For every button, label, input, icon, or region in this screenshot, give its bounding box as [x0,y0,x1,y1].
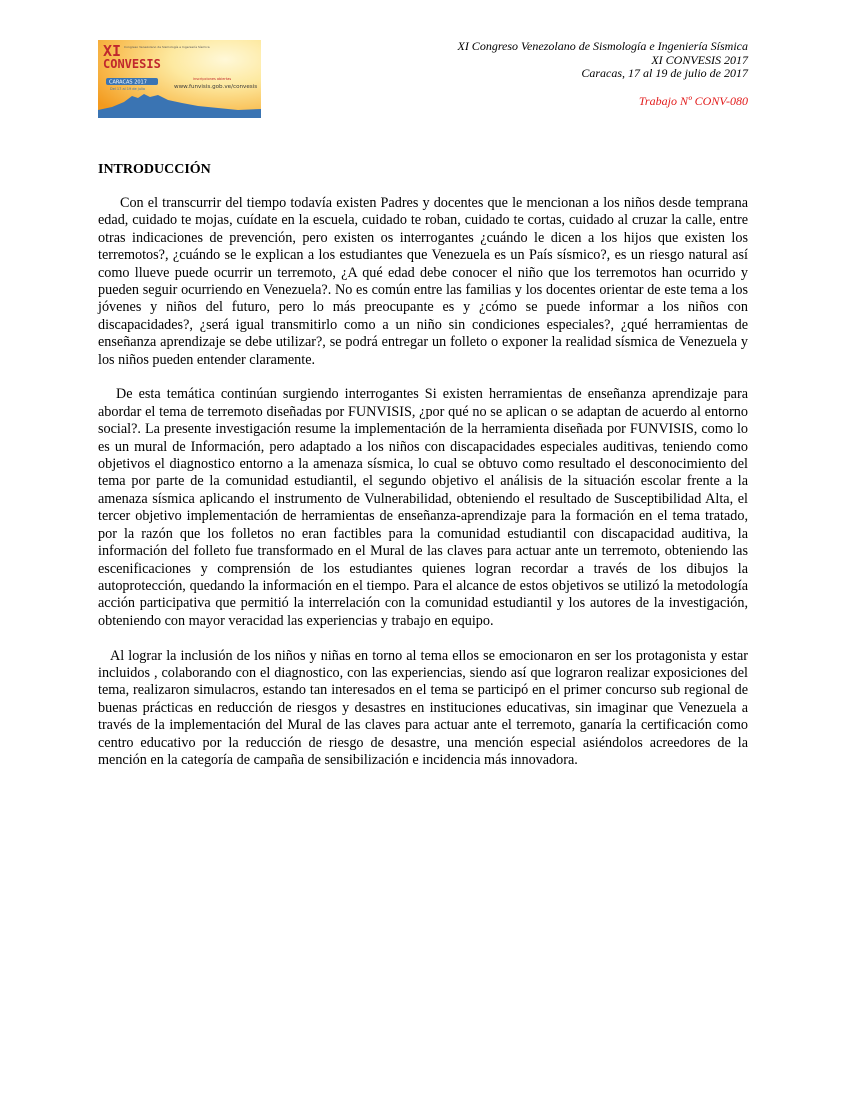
logo-dates: Del 17 al 19 de julio [110,87,146,91]
logo-registration: inscripciones abiertas [193,77,232,81]
logo-tiny-caption: Congreso Venezolano de Sismología e Ingeniería Sísmica [124,45,210,49]
conference-name: XI Congreso Venezolano de Sismología e Ingeniería Sísmica [457,39,748,53]
logo-city: CARACAS 2017 [109,79,147,86]
paper-number: Trabajo Nº CONV-080 [638,93,748,108]
convesis-logo [98,40,261,118]
paper-body [98,162,748,787]
paragraph: Al lograr la inclusión de los niños y niñas en torno al tema ellos se emocionaron en ser los protagonista y estar incluidos , colaborando con el diagnostico, con las experiencias, siendo así que lograron realizar exposiciones del tema, realizaron simulacros, estando tan interesados en el tema se participó en el primer concurso sub regional de buenas prácticas en reducción de riesgos y desastres en instituciones educativas, sin imaginar que Venezuela a través de la implementación del Mural de las claves para actuar ante el terremoto, ganaría la certificación como centro educativo por la reducción de riesgo de desastre, una mención especial asiéndolos acreedores de la mención en la categoría de campaña de sensibilización e incidencia más innovadora. [98,647,748,768]
section-title: INTRODUCCIÓN [98,162,211,177]
paragraph: De esta temática continúan surgiendo interrogantes Si existen herramientas de enseñanza aprendizaje para abordar el tema de terremoto diseñadas por FUNVISIS, ¿por qué no se aplican o se adaptan de acuerdo al entorno social?. La presente investigación resume la implementación de la herramienta diseñada por FUNVISIS, como lo es un mural de Información, pero adaptado a los niños con discapacidades especiales auditivas, teniendo como objetivos el diagnostico entorno a la amenaza sísmica, lo cual se obtuvo como resultado el desconocimiento del tema por parte de la comunidad estudiantil, el segundo objetivo el análisis de la situación escolar frente a la amenaza sísmica aplicando el instrumento de Vulnerabilidad, obteniendo el resultado de Susceptibilidad Alta, el tercer objetivo implementación de herramientas de enseñanza-aprendizaje para la formación en el tema tratado, por la razón que los folletos no eran factibles para la comunidad estudiantil con discapacidad auditiva, la información del folleto fue transformado en el Mural de las claves para actuar ante un terremoto, obteniendo las escenificaciones y comprensión de los estudiantes quienes logran recordar a través de los dibujos la autoprotección, quedando la información en el tiempo. Para el alcance de estos objetivos se utilizó la metodología acción participativa que permitió la interrelación con la comunidad estudiantil y los autores de la investigación, obteniendo con mayor veracidad las experiencias y trabajo en equipo. [98,386,748,629]
conference-header [457,40,748,108]
paragraph: Con el transcurrir del tiempo todavía existen Padres y docentes que le mencionan a los niños desde temprana edad, cuidado te mojas, cuídate en la escuela, cuidado te roban, cuidado te cortas, cuidado al cruzar la calle, entre otras indicaciones de prevención, pero existen os interrogantes ¿cuándo le dicen a los hijos que existen los terremotos?, ¿cuándo se le explican a los estudiantes que Venezuela es un País sísmico?, es un riesgo natural así como llueve puede ocurrir un terremoto, ¿A qué edad debe conocer el niño que los terremotos han ocurrido y pueden seguir ocurriendo en Venezuela?. No es común entre las familias y los docentes orientar de este tema a los jóvenes y niños del futuro, pero lo más preocupante es y ¿cómo se puede informar a los niños con discapacidades?, ¿será igual transmitirlo como a un niño sin condiciones especiales?, ¿qué herramientas de enseñanza aprendizaje se debe utilizar?, se podrá entregar un folleto o exponer la realidad sísmica de Venezuela y los niños pueden entender claramente. [98,195,748,368]
logo-url: www.funvisis.gob.ve/convesis [174,84,258,90]
conference-edition: XI CONVESIS 2017 [651,52,748,67]
logo-name: CONVESIS [103,57,161,71]
conference-dates: Caracas, 17 al 19 de julio de 2017 [581,66,748,80]
logo-roman-numeral: XI [103,42,122,60]
